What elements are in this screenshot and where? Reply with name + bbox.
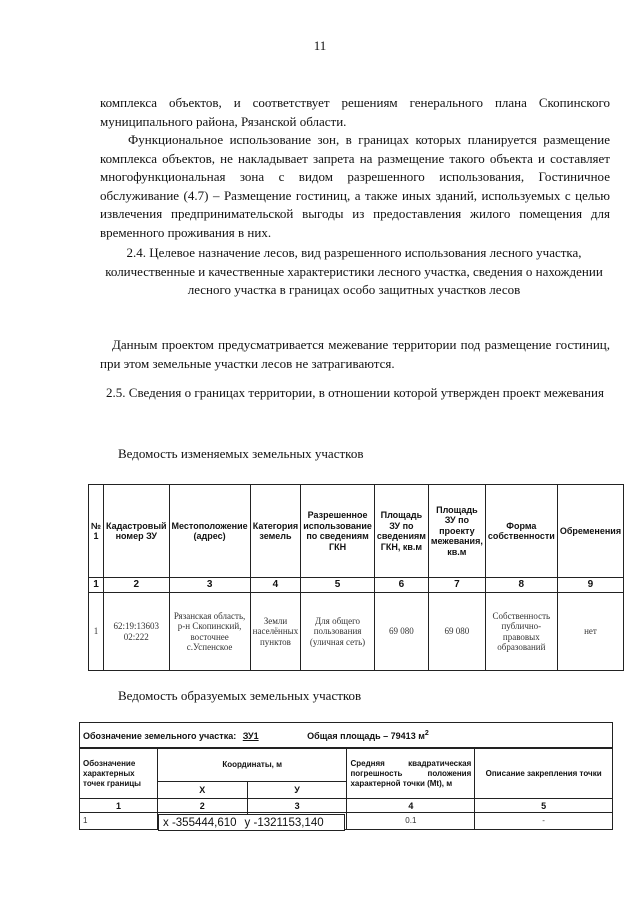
table1-cell-area-gkn: 69 080: [374, 593, 428, 671]
table1-header-cell: Форма собственности: [485, 485, 557, 578]
table2-number-cell: 1: [80, 799, 158, 813]
table1-cell-encumbrance: нет: [557, 593, 623, 671]
table1-header-cell: Обременения: [557, 485, 623, 578]
table2-header-coords: Координаты, м: [157, 748, 347, 782]
table2-header-row: [80, 748, 613, 782]
table1-number-cell: 2: [104, 578, 170, 593]
table2-cell-description: -: [475, 813, 613, 830]
table2-cell-error: 0.1: [347, 813, 475, 830]
table2-header-points: Обозначение характерных точек границы: [80, 748, 158, 799]
table2-header-error: Средняя квадратическая погрешность положения характерной точки (Мt), м: [347, 748, 475, 799]
table1-header-cell: Разрешенное использование по сведениям ГКН: [301, 485, 375, 578]
modified-parcels-table: [88, 484, 624, 671]
table1-cell-category: Земли населённых пунктов: [250, 593, 301, 671]
table1-number-cell: 9: [557, 578, 623, 593]
table1-number-row: [89, 578, 624, 593]
designation-value: ЗУ1: [242, 731, 259, 741]
table1-cell-use: Для общего пользования (уличная сеть): [301, 593, 375, 671]
table2-header-x: X: [157, 782, 247, 799]
table1-header-row: [89, 485, 624, 578]
table2-cell-point: 1: [80, 813, 158, 830]
table2-header-y: У: [247, 782, 347, 799]
table1-header-cell: Категория земель: [250, 485, 301, 578]
section-heading-2-5: 2.5. Сведения о границах территории, в отношении которой утвержден проект межевания: [106, 385, 604, 400]
table2-number-cell: 4: [347, 799, 475, 813]
table1-cell-cadastral: 62:19:13603 02:222: [104, 593, 170, 671]
table1-cell-location: Рязанская область, р-н Скопинский, восточнее с.Успенское: [169, 593, 250, 671]
section-heading-2-4: 2.4. Целевое назначение лесов, вид разрешенного использования лесного участка, количественные и качественные характеристики лесного участка, сведения о нахождении лесного участка в границах особо защитных участков лесов: [105, 245, 603, 297]
table1-header-cell: Кадастровый номер ЗУ: [104, 485, 170, 578]
table-row: [89, 593, 624, 671]
table1-header-cell: Площадь ЗУ по проекту межевания, кв.м: [428, 485, 485, 578]
designation-label: Обозначение земельного участка:: [83, 731, 237, 741]
table1-number-cell: 6: [374, 578, 428, 593]
coordinate-x-value: x -355444,610: [163, 817, 237, 829]
table2-number-cell: 2: [157, 799, 247, 813]
table1-cell-index: 1: [89, 593, 104, 671]
table2-number-row: [80, 799, 613, 813]
table1-number-cell: 8: [485, 578, 557, 593]
table2-header-description: Описание закрепления точки: [475, 748, 613, 799]
table2-number-cell: 3: [247, 799, 347, 813]
paragraph-forest: Данным проектом предусматривается межевание территории под размещение гостиниц, при этом земельные участки лесов не затрагиваются.: [100, 337, 610, 371]
table1-cell-area-project: 69 080: [428, 593, 485, 671]
paragraph-functional-use: Функциональное использование зон, в границах которых планируется размещение комплекса объектов, не накладывает запрета на размещение такого объекта и составляет многофункциональная зона с видом разрешенного использования, Гостиничное обслуживание (4.7) – Размещение гостиниц, а также иных зданий, используемых с целью извлечения предпринимательской выгоды из предоставления жилого помещения для временного проживания в них.: [100, 132, 610, 240]
area-unit-sup: 2: [424, 730, 429, 737]
table1-header-cell: Площадь ЗУ по сведениям ГКН, кв.м: [374, 485, 428, 578]
table1-number-cell: 7: [428, 578, 485, 593]
table2-caption: Ведомость образуемых земельных участков: [118, 688, 362, 703]
table1-caption: Ведомость изменяемых земельных участков: [118, 446, 364, 461]
page-number: 11: [313, 38, 327, 53]
paragraph-continuation: комплекса объектов, и соответствует решениям генерального плана Скопинского муниципального района, Рязанской области.: [100, 95, 610, 129]
table2-number-cell: 5: [475, 799, 613, 813]
total-area: Общая площадь – 79413 м: [307, 731, 425, 741]
coordinate-text-box[interactable]: [158, 814, 345, 831]
table1-number-cell: 3: [169, 578, 250, 593]
table1-number-cell: 4: [250, 578, 301, 593]
table1-number-cell: 5: [301, 578, 375, 593]
table1-number-cell: 1: [89, 578, 104, 593]
table1-header-cell: Местоположение (адрес): [169, 485, 250, 578]
table2-title-row: [80, 723, 613, 749]
table1-header-cell: № 1: [89, 485, 104, 578]
table1-cell-ownership: Собственность публично-правовых образований: [485, 593, 557, 671]
coordinate-y-value: y -1321153,140: [244, 817, 324, 829]
